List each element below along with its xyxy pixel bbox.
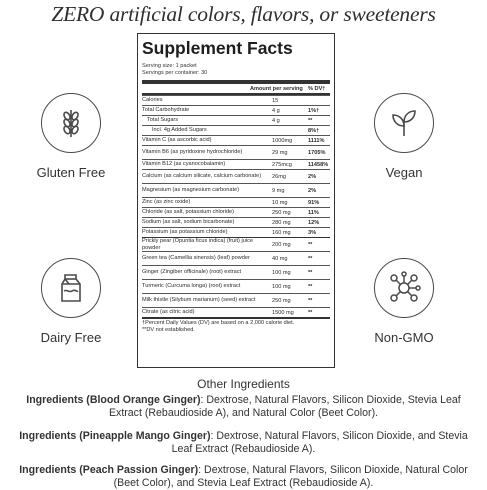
ingredients-label: Ingredients (Peach Passion Ginger) [19,464,199,476]
facts-row [142,105,330,115]
nutrient-name: Sodium (as salt, sodium bicarbonate) [142,219,235,226]
molecule-icon [374,258,434,318]
ingredients-label: Ingredients (Pineapple Mango Ginger) [19,430,211,442]
ingredients-text: : Dextrose, Natural Flavors, Silicon Dioxide, Stevia Leaf Extract (Rebaudioside A), and Natural Color (Beet Color). [108,394,461,419]
nutrient-name: Vitamin B6 (as pyridoxine hydrochloride) [142,149,243,156]
nutrient-dv: ** [308,297,313,304]
facts-row [142,197,330,207]
nutrient-amount: 10 mg [272,199,288,206]
nutrient-dv: 11% [308,209,319,216]
nutrient-name: Magnesium (as magnesium carbonate) [142,187,240,194]
nutrient-dv: ** [308,255,313,262]
ingredients-pineapple-mango [12,430,475,456]
nutrient-amount: 280 mg [272,219,291,226]
nutrient-amount: 29 mg [272,149,288,156]
nutrient-name: Incl. 4g Added Sugars [152,127,207,134]
nutrient-dv: 2% [308,187,317,194]
other-ingredients-title: Other Ingredients [197,377,290,391]
nutrient-amount: 9 mg [272,187,285,194]
nutrient-dv: ** [308,117,313,124]
ingredients-peach-passion [12,464,475,490]
nutrient-name: Total Carbohydrate [142,107,190,114]
nutrient-amount: 26mg [272,173,286,180]
bottom-divider [142,317,330,319]
non-gmo-badge [349,258,459,345]
nutrient-name: Calcium (as calcium silicate, calcium carbonate) [142,173,262,180]
footnote-not-established: **DV not established. [142,327,195,333]
facts-row [142,125,330,135]
nutrient-name: Milk thistle (Silybum marianum) (seed) extract [142,297,256,304]
nutrient-name: Total Sugars [147,117,179,124]
nutrient-amount: 100 mg [272,283,291,290]
nutrient-amount: 100 mg [272,269,291,276]
ingredients-blood-orange [12,394,475,420]
nutrient-dv: 1%† [308,107,320,114]
facts-row [142,237,330,251]
facts-row [142,115,330,125]
nutrient-name: Ginger (Zingiber officinale) (root) extract [142,269,242,276]
dairy-free-label: Dairy Free [40,330,102,345]
nutrient-name: Potassium (as potassium chloride) [142,229,228,236]
supplement-facts-panel [137,33,335,368]
vegan-label: Vegan [385,165,423,180]
nutrient-amount: 4 g [272,107,280,114]
nutrient-amount: 200 mg [272,241,291,248]
nutrient-name: Vitamin C (as ascorbic acid) [142,137,212,144]
amount-header: Amount per serving [250,85,303,92]
serving-size: Serving size: 1 packet [142,63,197,69]
nutrient-amount: 1500 mg [272,309,294,316]
facts-row [142,183,330,197]
nutrient-name: Chloride (as salt, potassium chloride) [142,209,235,216]
facts-row [142,227,330,237]
nutrient-dv: ** [308,309,313,316]
nutrient-name: Citrate (as citric acid) [142,309,195,316]
vegan-badge [349,93,459,180]
nutrient-dv: 12% [308,219,320,226]
nutrient-dv: 91% [308,199,320,206]
dairy-free-badge [16,258,126,345]
facts-row [142,95,330,105]
facts-row [142,293,330,307]
non-gmo-label: Non-GMO [374,330,434,345]
nutrient-dv: 8%† [308,127,320,134]
nutrient-dv: 1111% [308,137,325,144]
ingredients-text: : Dextrose, Natural Flavors, Silicon Dioxide, Natural Color (Beet Color), and Stevia Leaf Extract (Rebaudioside A). [113,464,468,489]
gluten-free-label: Gluten Free [36,165,106,180]
nutrient-name: Turmeric (Curcuma longa) (root) extract [142,283,241,290]
facts-row [142,169,330,183]
servings-per-container: Servings per container: 30 [142,70,208,76]
nutrient-amount: 250 mg [272,209,291,216]
nutrient-dv: 3% [308,229,317,236]
facts-row [142,265,330,279]
facts-row [142,145,330,159]
nutrient-name: Prickly pear (Opuntia ficus indica) (fruit) juice powder [142,238,253,251]
milk-carton-icon [41,258,101,318]
nutrient-amount: 250 mg [272,297,291,304]
nutrient-amount: 160 mg [272,229,291,236]
nutrient-amount: 4 g [272,117,280,124]
nutrient-dv: ** [308,269,313,276]
nutrient-name: Zinc (as zinc oxide) [142,199,191,206]
sprout-icon [374,93,434,153]
facts-row [142,217,330,227]
ingredients-label: Ingredients (Blood Orange Ginger) [26,394,201,406]
nutrient-dv: ** [308,241,313,248]
nutrient-dv: ** [308,283,313,290]
dv-header: % DV† [308,85,326,92]
facts-row [142,135,330,145]
nutrient-dv: 2% [308,173,317,180]
headline: ZERO artificial colors, flavors, or sweeteners [51,2,436,26]
nutrient-dv: 1705% [308,149,326,156]
nutrient-amount: 275mcg [272,161,292,168]
ingredients-text: : Dextrose, Natural Flavors, Silicon Dioxide, and Stevia Leaf Extract (Rebaudioside A). [171,430,468,455]
facts-row [142,279,330,293]
nutrient-dv: 11458% [308,161,329,168]
facts-title: Supplement Facts [142,38,293,58]
nutrient-name: Vitamin B12 (as cyanocobalamin) [142,161,226,168]
gluten-free-badge [16,93,126,180]
footnote-dv: †Percent Daily Values (DV) are based on a 2,000 calorie diet. [142,320,295,326]
facts-row [142,251,330,265]
facts-header [142,84,330,93]
facts-rows [142,95,330,317]
facts-row [142,159,330,169]
nutrient-amount: 40 mg [272,255,288,262]
nutrient-amount: 15 [272,97,279,104]
facts-row [142,207,330,217]
facts-row [142,307,330,317]
nutrient-name: Green tea (Camellia sinensis) (leaf) powder [142,255,250,262]
nutrient-name: Calories [142,97,163,104]
wheat-icon [41,93,101,153]
nutrient-amount: 1000mg [272,137,293,144]
